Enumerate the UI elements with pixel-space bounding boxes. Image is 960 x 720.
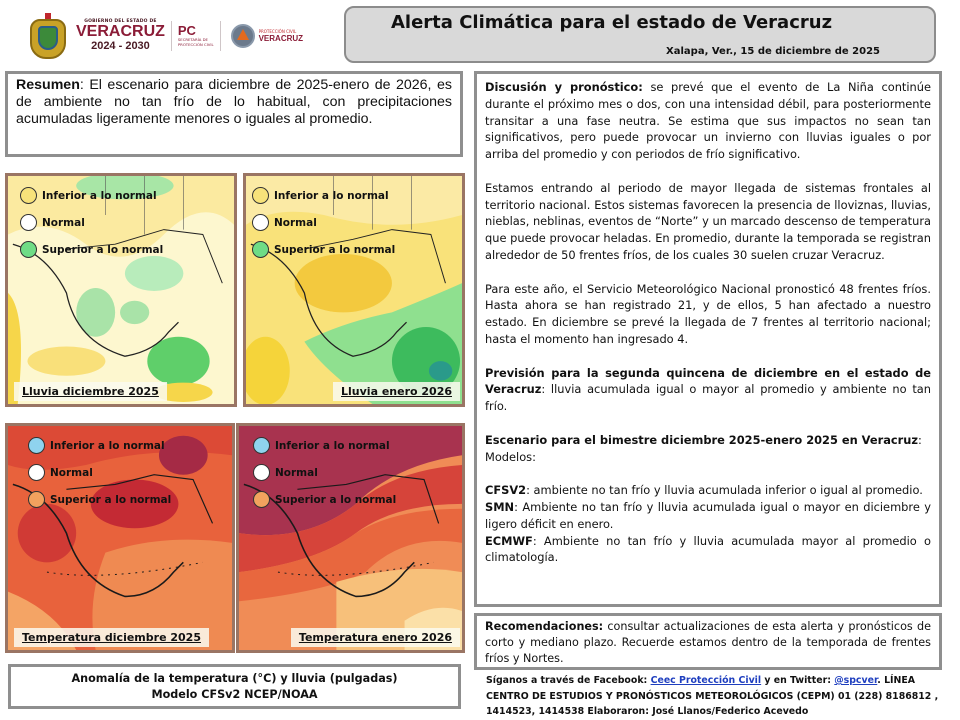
legend-swatch-below-icon (253, 437, 270, 454)
model-smn (485, 499, 931, 533)
legend-item (252, 182, 395, 209)
map-caption: Temperatura enero 2026 (291, 628, 460, 647)
legend-swatch-normal-icon (252, 214, 269, 231)
legend-label: Normal (50, 466, 93, 479)
legend-item (20, 236, 163, 263)
legend-item (28, 486, 171, 513)
map-caption: Lluvia diciembre 2025 (14, 382, 167, 401)
model-cfsv2 (485, 482, 931, 499)
legend-label: Superior a lo normal (274, 243, 396, 256)
gobierno-veracruz-logo (76, 19, 165, 52)
legend-swatch-normal-icon (253, 464, 270, 481)
rain-legend (20, 182, 163, 263)
anomaly-caption-line1: Anomalía de la temperatura (°C) y lluvia (pulgadas) (71, 672, 398, 685)
legend-swatch-below-icon (28, 437, 45, 454)
pcv-logo-big: VERACRUZ (258, 33, 304, 43)
pc-logo-text: PC (177, 23, 196, 38)
temperature-legend (28, 432, 171, 513)
legend-swatch-above-icon (252, 241, 269, 258)
legend-item (20, 209, 163, 236)
veracruz-coat-of-arms-logo (30, 13, 66, 59)
issue-date: Xalapa, Ver., 15 de diciembre de 2025 (666, 46, 880, 57)
summary-box (5, 71, 463, 157)
legend-item (20, 182, 163, 209)
bimester-heading (485, 432, 931, 449)
footer-text: . LÍNEA CENTRO DE ESTUDIOS Y PRONÓSTICOS METEOROLÓGICOS (CEPM) 01 (228) 8186812 , 1414523, 1414538 Elaboraron: José Llanos/Federico Acevedo (486, 675, 939, 717)
models-label: Modelos: (485, 449, 536, 464)
discussion-text: se prevé que el evento de La Niña continúe durante el próximo mes o dos, con una intensidad débil, para posteriormente transitar a una fase neutra. Se estima que sus impactos no sean tan significativos, pero puede provocar un invierno con lluvias iguales o por arriba del promedio y con periodos de frío significativo. (485, 80, 932, 162)
legend-item (28, 459, 171, 486)
model-cfsv2-text: : ambiente no tan frío y lluvia acumulada inferior o igual al promedio. (526, 483, 923, 498)
legend-swatch-below-icon (252, 187, 269, 204)
legend-swatch-above-icon (253, 491, 270, 508)
legend-swatch-normal-icon (20, 214, 37, 231)
proteccion-civil-veracruz-logo (259, 29, 303, 43)
map-rain-december (5, 173, 237, 407)
legend-swatch-above-icon (28, 491, 45, 508)
pc-logo-small-1: SECRETARÍA DE (177, 37, 208, 42)
bimester-colon: : (918, 432, 922, 447)
gov-logo-small-text: GOBIERNO DEL ESTADO DE (84, 19, 157, 24)
footer-text: Síganos a través de Facebook: (486, 675, 651, 686)
discussion-paragraph (485, 79, 931, 163)
model-ecmwf-label: ECMWF (485, 533, 533, 548)
bimester-label: Escenario para el bimestre diciembre 2025-enero 2025 en Veracruz (485, 432, 919, 447)
rain-legend (252, 182, 395, 263)
legend-item (28, 432, 171, 459)
gov-logo-big-text: VERACRUZ (76, 23, 165, 40)
legend-label: Normal (274, 216, 317, 229)
facebook-link[interactable]: Ceec Protección Civil (650, 675, 762, 686)
temperature-legend (253, 432, 396, 513)
gov-logo-years: 2024 - 2030 (91, 40, 150, 52)
legend-label: Inferior a lo normal (50, 439, 165, 452)
anomaly-caption-line2: Modelo CFSv2 NCEP/NOAA (151, 688, 318, 701)
second-fortnight-label: Previsión para la segunda quincena de diciembre en el estado de Veracruz (485, 365, 931, 397)
fronts-paragraph: Estamos entrando al periodo de mayor llegada de sistemas frontales al territorio nacional. Estos sistemas favorecen la presencia de lloviznas, lluvias, nieblas, neblinas, eventos de “Norte” y un marcado descenso de temperatura que puede provocar heladas. En promedio, durante la temporada se registran alrededor de 50 frentes fríos, de los cuales 30 suelen cruzar Veracruz. (485, 180, 931, 262)
recommendations-label: Recomendaciones: (485, 620, 604, 633)
discussion-label: Discusión y pronóstico: (485, 80, 643, 94)
logo-divider (171, 21, 172, 51)
summary-label: Resumen (16, 77, 80, 93)
model-smn-text: : Ambiente no tan frío y lluvia acumulada igual o mayor en diciembre y ligero déficit en enero. (485, 499, 931, 531)
logo-divider (220, 21, 221, 51)
map-rain-january (243, 173, 465, 407)
map-caption: Temperatura diciembre 2025 (14, 628, 209, 647)
model-cfsv2-label: CFSV2 (485, 483, 527, 498)
discussion-box (474, 71, 942, 607)
legend-label: Normal (42, 216, 85, 229)
legend-swatch-normal-icon (28, 464, 45, 481)
legend-item (253, 459, 396, 486)
smn-forecast-paragraph: Para este año, el Servicio Meteorológico Nacional pronosticó 48 frentes fríos. Hasta ahora se han registrado 21, y de ellos, 5 han afectado a nuestro estado. En diciembre se prevé la llegada de 7 frentes al territorio nacional; hasta el momento han ingresado 4. (485, 281, 931, 346)
legend-item (252, 236, 395, 263)
legend-label: Inferior a lo normal (42, 189, 157, 202)
legend-label: Superior a lo normal (50, 493, 172, 506)
legend-label: Superior a lo normal (42, 243, 164, 256)
legend-label: Inferior a lo normal (275, 439, 390, 452)
model-ecmwf (485, 533, 931, 567)
legend-item (253, 486, 396, 513)
legend-label: Superior a lo normal (275, 493, 397, 506)
model-smn-label: SMN (485, 499, 515, 514)
second-fortnight-paragraph (485, 365, 931, 415)
legend-item (253, 432, 396, 459)
legend-item (252, 209, 395, 236)
anomaly-caption-box (8, 664, 461, 709)
legend-label: Normal (275, 466, 318, 479)
legend-swatch-above-icon (20, 241, 37, 258)
recommendations-text: consultar actualizaciones de esta alerta y pronósticos de corto y mediano plazo. Recuerde estamos dentro de la temporada de frentes fríos y Nortes. (485, 620, 931, 665)
second-fortnight-text: : lluvia acumulada igual o mayor al promedio y ambiente no tan frío. (485, 382, 931, 414)
pc-secretaria-logo (178, 24, 214, 47)
legend-label: Inferior a lo normal (274, 189, 389, 202)
footer-text: y en Twitter: (761, 675, 835, 686)
twitter-link[interactable]: @spcver (834, 675, 878, 686)
map-caption: Lluvia enero 2026 (333, 382, 460, 401)
map-temperature-january (236, 423, 465, 653)
summary-text: : El escenario para diciembre de 2025-enero de 2026, es de ambiente no tan frío de lo habitual, con precipitaciones acumuladas ligeramente menores o iguales al promedio. (16, 77, 452, 127)
proteccion-civil-emblem-icon (231, 24, 255, 48)
map-temperature-december (5, 423, 235, 653)
pc-logo-small-2: PROTECCIÓN CIVIL (177, 42, 214, 47)
recommendations-box (474, 613, 942, 670)
model-ecmwf-text: : Ambiente no tan frío y lluvia acumulada mayor al promedio o climatología. (485, 533, 931, 565)
header-logos (20, 8, 320, 63)
footer-contact (486, 673, 956, 720)
pcv-logo-small: PROTECCIÓN CIVIL (258, 28, 297, 34)
legend-swatch-below-icon (20, 187, 37, 204)
page-title: Alerta Climática para el estado de Veracruz (391, 12, 833, 33)
title-banner (344, 6, 936, 63)
